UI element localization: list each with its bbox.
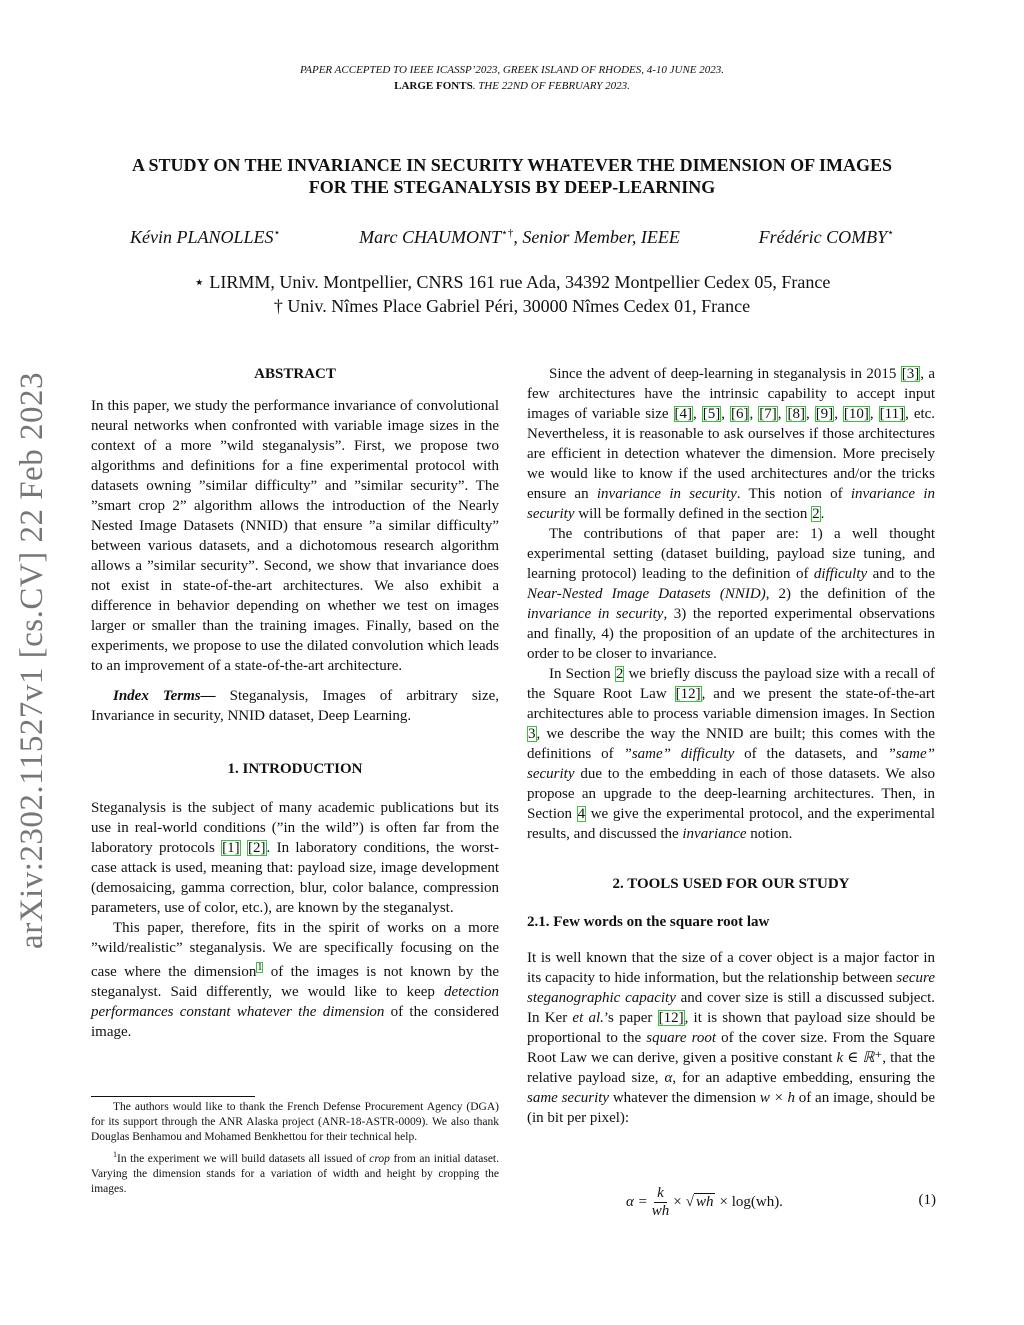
footnote-1-text-b: from an initial dataset. Varying the dimension stands for a variation of width and height by cropping the images. xyxy=(91,1152,499,1195)
index-terms-label: Index Terms— xyxy=(113,688,216,704)
intro-p2-emphasis: detection performances constant whatever the dimension xyxy=(91,984,499,1020)
eq-denominator: wh xyxy=(651,1202,670,1219)
arxiv-stamp xyxy=(4,350,60,970)
intro-p1-text-b: . In laboratory conditions, the worst-case attack is used, meaning that: payload size, image development (demosaicing, gamma correction, blur, color balance, compression parameters, use of color, etc.), are known by the steganalyst. xyxy=(91,840,499,916)
intro-p1-text-a: Steganalysis is the subject of many academic publications but its use in real-world conditions (”in the wild”) is often far from the laboratory protocols xyxy=(91,800,499,856)
author-2-name: Marc CHAUMONT xyxy=(359,227,501,247)
right-p3-text-c: , and we present the state-of-the-art architectures able to process variable dimension images. In Section xyxy=(527,686,936,722)
author-2 xyxy=(359,226,680,248)
conference-header: PAPER ACCEPTED TO IEEE ICASSP’2023, GREEK ISLAND OF RHODES, 4-10 JUNE 2023. xyxy=(299,64,725,76)
right-p1-text-d: . This notion of xyxy=(736,486,851,502)
author-2-mark: ⋆† xyxy=(501,227,514,239)
math-k-in-r: k ∈ ℝ⁺ xyxy=(836,1050,883,1066)
right-p4-text-f: , that the relative payload size, xyxy=(527,1050,935,1086)
equation-body xyxy=(626,1180,783,1224)
ref-5-link[interactable]: [5] xyxy=(702,406,721,422)
right-paragraph-3 xyxy=(527,664,935,844)
eq-lhs: α = xyxy=(626,1193,648,1210)
right-p1-text-c: , etc. Nevertheless, it is reasonable to ask ourselves if those architectures are efficient in detection whatever the dimension. More precisely we would like to know if the used architectures and/or the tricks ensure an xyxy=(527,406,936,502)
section-2-link-b[interactable]: 2 xyxy=(615,666,624,682)
right-paragraph-4 xyxy=(527,948,935,1128)
intro-p2-text-b: of the images is not known by the steganalyst. Said differently, we would like to keep xyxy=(91,964,499,1000)
index-terms xyxy=(91,686,499,726)
right-p3-emphasis-3: invariance xyxy=(682,826,747,842)
intro-paragraph-1 xyxy=(91,798,499,918)
footnote-thanks: The authors would like to thank the French Defense Procurement Agency (DGA) for its support through the ANR Alaska project (ANR-18-ASTR-0009). We also thank Douglas Benhamou and Mohamed Benkhettou for their technical help. xyxy=(91,1101,499,1143)
footnote-1 xyxy=(91,1147,499,1197)
right-p3-text-d: , we describe the way the NNID are built; this comes with the definitions of xyxy=(527,726,935,762)
right-p4-text-a: It is well known that the size of a cover object is a major factor in its capacity to hide information, but the relationship between xyxy=(527,950,935,986)
paper-title xyxy=(60,154,964,198)
footnote-1-text-a: In the experiment we will build datasets all issued of xyxy=(117,1152,370,1165)
intro-p2-text-c: of the considered image. xyxy=(91,1004,500,1040)
right-p4-emphasis-3: square root xyxy=(646,1030,717,1046)
ref-12-link-b[interactable]: [12] xyxy=(658,1010,684,1026)
ref-10-link[interactable]: [10] xyxy=(843,406,869,422)
subsection-2-1-heading: 2.1. Few words on the square root law xyxy=(527,914,770,930)
right-p2-emphasis-3: invariance in security xyxy=(527,606,664,622)
section-4-link[interactable]: 4 xyxy=(577,806,586,822)
right-p4-text-g: , for an adaptive embedding, ensuring the xyxy=(672,1070,935,1086)
right-p3-text-f: due to the embedding in each of those datasets. We also propose an upgrade to the deep-learning architectures. Then, in Section xyxy=(527,766,935,822)
author-1-name: Kévin PLANOLLES xyxy=(130,227,274,247)
section-3-link[interactable]: 3 xyxy=(528,726,536,742)
right-paragraph-1: Since the advent of deep-learning in steganalysis in 2015 [3], a few architectures have the intrinsic capability to accept input images of variable size [4], [5], [6], [7], [8], [9], [10], [11], etc. Nevertheless, it is reasonable to ask ourselves if those architectures are efficient in detection whatever the dimension. More precisely we would like to know if the used architectures and/or the tricks ensure an invariance in security. This notion of invariance in security will be formally defined in the section 2. xyxy=(527,366,936,522)
footnote-1-emphasis: crop xyxy=(369,1152,390,1165)
ref-2-link[interactable]: [2] xyxy=(248,840,266,856)
right-column xyxy=(527,364,935,1128)
right-p2-emphasis-2: Near-Nested Image Datasets (NNID) xyxy=(527,586,766,602)
right-p2-text-d: , 3) the reported experimental observations and finally, 4) the proposition of an update of the architectures in order to be closer to invariance. xyxy=(527,606,935,662)
footnote-rule xyxy=(91,1096,255,1097)
equation-1 xyxy=(526,1180,936,1224)
intro-heading: 1. INTRODUCTION xyxy=(227,761,363,777)
large-fonts-label: LARGE FONTS xyxy=(394,80,473,92)
right-p4-text-b: and cover size is still a discussed subject. In Ker xyxy=(527,990,935,1026)
author-3-name: Frédéric COMBY xyxy=(758,227,888,247)
abstract-heading: ABSTRACT xyxy=(254,366,336,382)
ref-12-link[interactable]: [12] xyxy=(675,686,701,702)
title-line-1: A STUDY ON THE INVARIANCE IN SECURITY WHATEVER THE DIMENSION OF IMAGES xyxy=(132,155,892,175)
title-line-2: FOR THE STEGANALYSIS BY DEEP-LEARNING xyxy=(308,177,716,197)
author-3-mark: ⋆ xyxy=(887,227,894,239)
right-p2-text-b: and to the xyxy=(867,566,935,582)
right-p3-text-e: of the datasets, and xyxy=(734,746,888,762)
right-p3-text-g: we give the experimental protocol, and the experimental results, and discussed the xyxy=(527,806,935,842)
affiliation-2: † Univ. Nîmes Place Gabriel Péri, 30000 Nîmes Cedex 01, France xyxy=(273,296,751,316)
affiliation-1: ⋆ LIRMM, Univ. Montpellier, CNRS 161 rue Ada, 34392 Montpellier Cedex 05, France xyxy=(193,272,831,292)
right-p2-text-a: The contributions of that paper are: 1) a well thought experimental setting (dataset building, payload size tuning, and learning protocol) leading to the definition of xyxy=(527,526,935,582)
right-p4-emphasis-1: secure steganographic capacity xyxy=(527,970,935,1006)
intro-paragraph-2 xyxy=(91,918,499,1042)
footnote-1-mark: 1 xyxy=(113,1150,117,1159)
arxiv-id: arXiv:2302.11527v1 [cs.CV] 22 Feb 2023 xyxy=(13,371,50,949)
right-p1-emphasis-1: invariance in security xyxy=(596,486,737,502)
right-p4-emphasis-4: same security xyxy=(527,1090,610,1106)
index-terms-text: Steganalysis, Images of arbitrary size, Invariance in security, NNID dataset, Deep Learning. xyxy=(91,688,500,724)
right-p3-emphasis-1: ”same” difficulty xyxy=(623,746,735,762)
right-p1-text-e: will be formally defined in the section xyxy=(574,506,812,522)
right-p4-text-c: ’s paper xyxy=(603,1010,658,1026)
eq-fraction xyxy=(652,1185,670,1220)
right-p4-text-h: whatever the dimension xyxy=(609,1090,760,1106)
right-p4-emphasis-2: et al. xyxy=(572,1010,604,1026)
author-1-mark: ⋆ xyxy=(273,227,281,239)
right-p3-text-h: notion. xyxy=(746,826,793,842)
math-w-times-h: w × h xyxy=(759,1090,796,1106)
author-2-suffix: , Senior Member, IEEE xyxy=(513,227,680,247)
footnote-1-link[interactable]: 1 xyxy=(257,962,263,973)
eq-rest: × log(wh). xyxy=(719,1193,783,1210)
right-p3-emphasis-2: ”same” security xyxy=(527,746,936,782)
sqrt-icon: √ xyxy=(685,1193,694,1210)
left-column xyxy=(91,364,499,1042)
right-paragraph-2 xyxy=(527,524,935,664)
ref-11-link[interactable]: [11] xyxy=(879,406,905,422)
abstract-text: In this paper, we study the performance invariance of convolutional neural networks when confronted with variable image sizes in the context of a more ”wild steganalysis”. First, we propose two algorithms and definitions for a fine experimental protocol with datasets owning ”similar difficulty” and ”similar security”. The ”smart crop 2” algorithm allows the introduction of the Nearly Nested Image Datasets (NNID) that ensure ”a similar difficulty” between various datasets, and a dichotomous research algorithm allows a ”similar security”. Second, we show that invariance does not exist in state-of-the-art architectures. We also exhibit a difference in behavior depending on whether we test on images larger or smaller than the training images. Finally, based on the experiments, we propose to use the dilated convolution which leads to an improvement of a state-of-the-art architecture. xyxy=(91,398,499,674)
right-p3-text-b: we briefly discuss the payload size with a recall of the Square Root Law xyxy=(527,666,935,702)
ref-7-link[interactable]: [7] xyxy=(759,406,777,422)
eq-number: (1) xyxy=(918,1192,936,1208)
right-p1-emphasis-2: invariance in security xyxy=(527,486,935,522)
eq-numerator: k xyxy=(654,1185,667,1203)
date-header-text: . THE 22ND OF FEBRUARY 2023. xyxy=(472,80,630,92)
section-2-heading: 2. TOOLS USED FOR OUR STUDY xyxy=(612,876,850,892)
ref-6-link[interactable]: [6] xyxy=(730,406,749,422)
right-p4-text-e: of the cover size. From the Square Root Law we can derive, given a positive constant xyxy=(527,1030,935,1066)
right-p4-text-d: , it is shown that payload size should be proportional to the xyxy=(527,1010,935,1046)
ref-8-link[interactable]: [8] xyxy=(787,406,805,422)
math-alpha: α xyxy=(664,1070,673,1086)
right-p2-emphasis-1: difficulty xyxy=(813,566,868,582)
date-header xyxy=(0,80,1024,92)
section-2-link[interactable]: 2 xyxy=(812,506,820,522)
right-p1-text-b: , a few architectures have the intrinsic capability to accept input images of variable size xyxy=(527,366,935,422)
author-list xyxy=(80,226,944,248)
ref-9-link[interactable]: [9] xyxy=(815,406,834,422)
ref-4-link[interactable]: [4] xyxy=(674,406,693,422)
ref-1-link[interactable]: [1] xyxy=(222,840,240,856)
right-p3-text-a: In Section xyxy=(549,666,615,682)
right-p1-text-a: Since the advent of deep-learning in steganalysis in 2015 xyxy=(549,366,901,382)
ref-3-link[interactable]: [3] xyxy=(901,366,920,382)
author-3 xyxy=(759,226,894,248)
right-p2-text-c: , 2) the definition of the xyxy=(765,586,935,602)
right-p4-text-i: of an image, should be (in bit per pixel): xyxy=(527,1090,936,1126)
eq-times: × xyxy=(673,1193,682,1210)
eq-sqrt-arg: wh xyxy=(695,1194,714,1210)
intro-p2-text-a: This paper, therefore, fits in the spirit of works on a more ”wild/realistic” steganalysis. We are specifically focusing on the case where the dimension xyxy=(91,920,499,980)
author-1 xyxy=(130,226,280,248)
footnotes xyxy=(91,1100,499,1197)
